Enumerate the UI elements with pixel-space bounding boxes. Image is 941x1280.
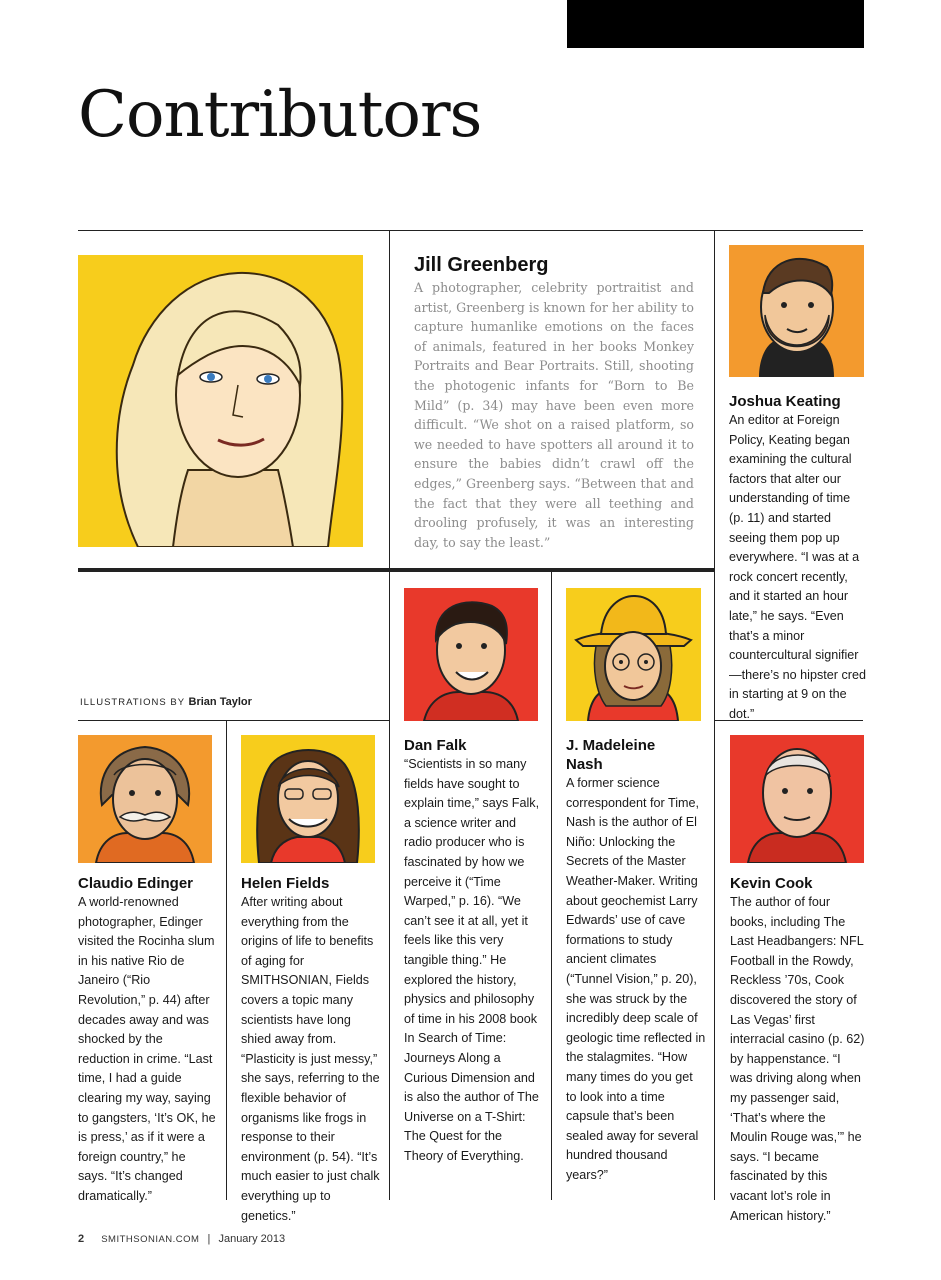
page-footer (78, 1233, 285, 1245)
rule-v-3 (389, 570, 390, 1200)
rule-v-1 (389, 230, 390, 570)
contributor-name-falk: Dan Falk (404, 737, 467, 754)
credit-prefix: ILLUSTRATIONS BY (80, 697, 185, 708)
footer-date: January 2013 (218, 1233, 286, 1245)
contributor-name-cook: Kevin Cook (730, 875, 813, 892)
page-number: 2 (78, 1233, 85, 1245)
footer-site: SMITHSONIAN.COM (101, 1234, 200, 1245)
rule-top (78, 230, 863, 231)
contributor-bio-cook: The author of four books, including The Last Headbangers: NFL Football in the Rowdy, Reckless ’70s, Cook discovered the story of Las Vegas’ first interracial casino (p. 62) by happenstance. “I was driving along when my passenger said, ‘That’s where the Moulin Rouge was,’” he says. “I became fascinated by this vacant lot’s role in American history.” (730, 895, 865, 1223)
contributor-name-edinger: Claudio Edinger (78, 875, 194, 892)
illustrations-credit (80, 696, 252, 708)
rule-v-2 (714, 230, 715, 1200)
contributor-bio-keating: An editor at Foreign Policy, Keating began examining the cultural factors that alter our understanding of time (p. 11) and started seeing them pop up everywhere. “I was at a rock concert recently, and it started an hour late,” he says. “Even that’s a minor countercultural signifier—there’s no hipster cred in starting at 9 on the dot.” (729, 413, 866, 721)
contributor-bio-nash: A former science correspondent for Time, Nash is the author of El Niño: Unlocking the Secrets of the Master Weather-Maker. Writing about geochemist Larry Edwards’ use of cave formations to study ancient climates (“Tunnel Vision,” p. 20), she was struck by the incredibly deep scale of geologic time reflected in the stalagmites. “How many times do you get to look into a time capsule that’s been sealed away for several hundred thousand years?” (566, 776, 706, 1182)
contributor-bio-falk: “Scientists in so many fields have sought to explain time,” says Falk, a science writer and radio producer who is fascinated by how we perceive it (“Time Warped,” p. 16). “We can’t see it at all, yet it feels like this very tangible thing.” He explored the history, physics and philosophy of time in his 2008 book In Search of Time: Journeys Along a Curious Dimension and is also the author of The Universe on a T-Shirt: The Quest for the Theory of Everything. (404, 757, 540, 1163)
portrait-greenberg (78, 255, 363, 547)
rule-mid-left (78, 720, 390, 721)
contributor-bio-fields: After writing about everything from the origins of life to benefits of aging for SMITHSONIAN, Fields covers a topic many scientists have long shied away from. “Plasticity is just messy,” she says, referring to the flexible behavior of organisms like frogs in response to their environment (p. 54). “It’s much easier to just chalk everything up to genetics.” (241, 895, 380, 1223)
contributor-name-keating: Joshua Keating (729, 393, 841, 410)
portrait-fields (241, 735, 375, 863)
portrait-keating (729, 245, 864, 377)
contributor-name-nash: J. Madeleine Nash (566, 737, 656, 773)
contributor-bio-greenberg: A photographer, celebrity portraitist and artist, Greenberg is known for her ability to capture humanlike emotions on the faces of animals, featured in her books Monkey Portraits and Bear Portraits. Still, shooting the photogenic infants for “Born to Be Mild” (p. 34) may have been even more difficult. “We shot on a raised platform, so we needed to have spotters all around it to ensure the babies didn’t crawl off the edges,” Greenberg says. “Between that and the fact that they were all teething and drooling profusely, it was an interesting day, to say the least.” (414, 280, 694, 550)
page-title: Contributors (78, 78, 482, 152)
rule-v-5 (226, 720, 227, 1200)
credit-artist: Brian Taylor (188, 696, 252, 708)
portrait-falk (404, 588, 538, 721)
portrait-nash (566, 588, 701, 721)
rule-thick (78, 568, 715, 572)
rule-v-4 (551, 570, 552, 1200)
contributor-name-greenberg: Jill Greenberg (414, 254, 549, 276)
footer-separator: | (207, 1233, 211, 1245)
portrait-edinger (78, 735, 212, 863)
header-black-bar (567, 0, 864, 48)
portrait-cook (730, 735, 864, 863)
contributor-bio-edinger: A world-renowned photographer, Edinger visited the Rocinha slum in his native Rio de Janeiro (“Rio Revolution,” p. 44) after decades away and was shocked by the reduction in crime. “Last time, I had a guide clearing my way, saying to gangsters, ‘It’s OK, he is press,’ as if it were a foreign country,” he says. “It’s changed dramatically.” (78, 895, 216, 1203)
contributor-name-fields: Helen Fields (241, 875, 330, 892)
